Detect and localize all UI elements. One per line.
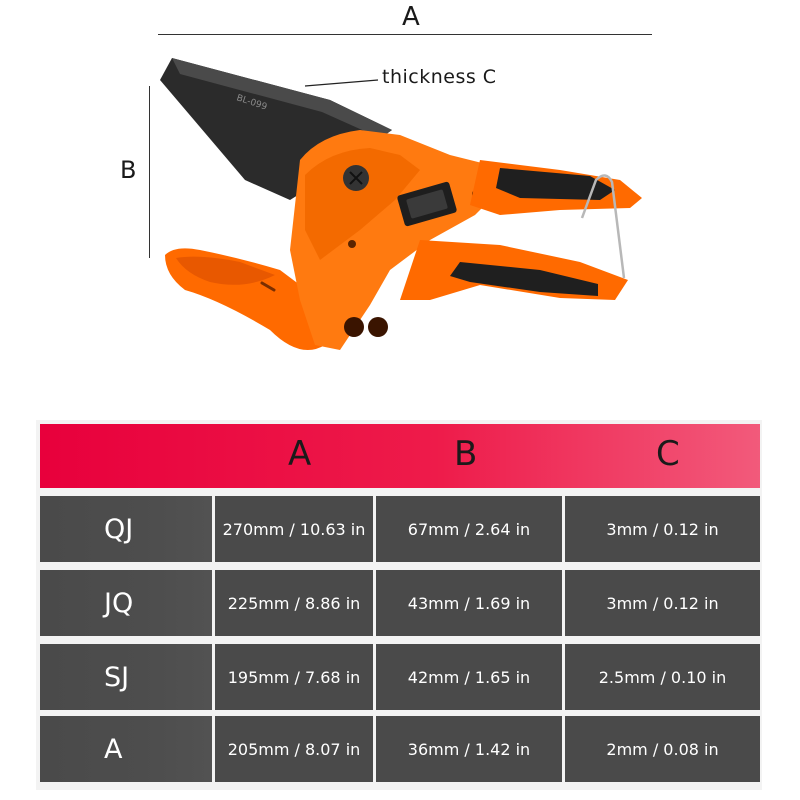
dimension-a-line xyxy=(158,34,652,35)
thickness-c-label: thickness C xyxy=(382,66,497,88)
blade-mark: BL-099 xyxy=(235,93,269,113)
dimension-a-label: A xyxy=(402,2,420,32)
pipe-cutter-illustration xyxy=(150,40,650,380)
dimension-b-label: B xyxy=(120,156,137,184)
table-row-name: JQ xyxy=(40,570,212,636)
table-cell-c: 2mm / 0.08 in xyxy=(565,716,760,782)
table-cell-b: 43mm / 1.69 in xyxy=(376,570,562,636)
spec-table xyxy=(36,420,762,790)
table-cell-c: 2.5mm / 0.10 in xyxy=(565,644,760,710)
table-cell-b: 67mm / 2.64 in xyxy=(376,496,562,562)
table-cell-a: 205mm / 8.07 in xyxy=(215,716,373,782)
table-cell-b: 36mm / 1.42 in xyxy=(376,716,562,782)
table-cell-b: 42mm / 1.65 in xyxy=(376,644,562,710)
table-cell-c: 3mm / 0.12 in xyxy=(565,496,760,562)
table-row-name: A xyxy=(40,716,212,782)
column-header-a: A xyxy=(288,434,312,474)
table-cell-a: 225mm / 8.86 in xyxy=(215,570,373,636)
table-header-row xyxy=(40,424,760,488)
table-cell-a: 195mm / 7.68 in xyxy=(215,644,373,710)
column-header-b: B xyxy=(454,434,478,474)
table-row-name: QJ xyxy=(40,496,212,562)
column-header-c: C xyxy=(656,434,680,474)
thickness-leader-line xyxy=(305,80,378,86)
table-cell-a: 270mm / 10.63 in xyxy=(215,496,373,562)
table-row-name: SJ xyxy=(40,644,212,710)
table-cell-c: 3mm / 0.12 in xyxy=(565,570,760,636)
